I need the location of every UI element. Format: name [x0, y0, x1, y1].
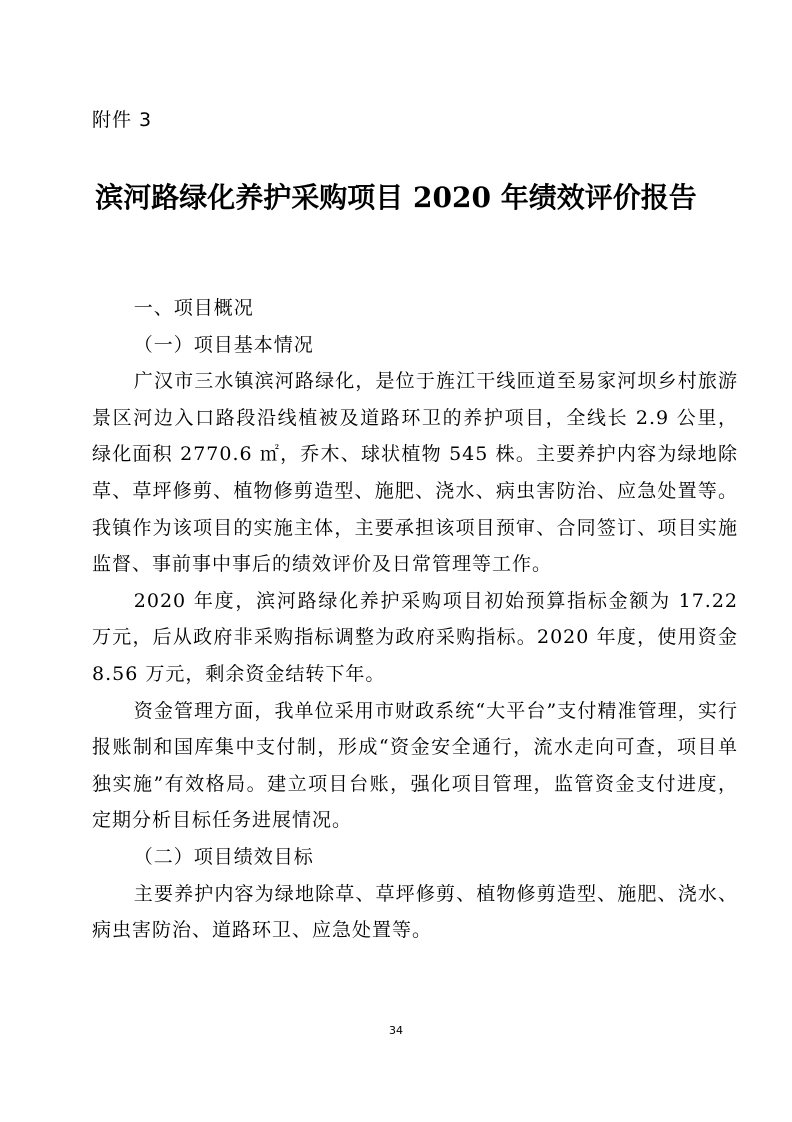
- paragraph-maintenance-content: 主要养护内容为绿地除草、草坪修剪、植物修剪造型、施肥、浇水、病虫害防治、道路环卫、应急处置等。: [92, 882, 738, 942]
- section-heading-overview: 一、项目概况: [133, 297, 254, 319]
- paragraph-fund-management: 资金管理方面，我单位采用市财政系统“大平台”支付精准管理，实行报账制和国库集中支付制，形成“资金安全通行，流水走向可查，项目单独实施”有效格局。建立项目台账，强化项目管理，监管资金支付进度，定期分析目标任务进展情况。: [92, 699, 738, 832]
- subsection-heading-performance-goals: （二）项目绩效目标: [133, 845, 314, 868]
- attachment-label: 附件 3: [92, 109, 153, 131]
- document-title: 滨河路绿化养护采购项目 2020 年绩效评价报告: [95, 181, 697, 214]
- subsection-heading-basic-info: （一）项目基本情况: [133, 333, 314, 356]
- page-number: 34: [389, 1024, 403, 1037]
- paragraph-project-description: 广汉市三水镇滨河路绿化，是位于旌江干线匝道至易家河坝乡村旅游景区河边入口路段沿线植被及道路环卫的养护项目，全线长 2.9 公里，绿化面积 2770.6 ㎡，乔木、球状植物 545 株。主要养护内容为绿地除草、草坪修剪、植物修剪造型、施肥、浇水、病虫害防治、应急处置等。我镇作为该项目的实施主体，主要承担该项目预审、合同签订、项目实施监督、事前事中事后的绩效评价及日常管理等工作。: [92, 370, 738, 576]
- paragraph-budget: 2020 年度，滨河路绿化养护采购项目初始预算指标金额为 17.22 万元，后从政府非采购指标调整为政府采购指标。2020 年度，使用资金 8.56 万元，剩余资金结转下年。: [92, 589, 738, 685]
- document-body: [92, 290, 738, 949]
